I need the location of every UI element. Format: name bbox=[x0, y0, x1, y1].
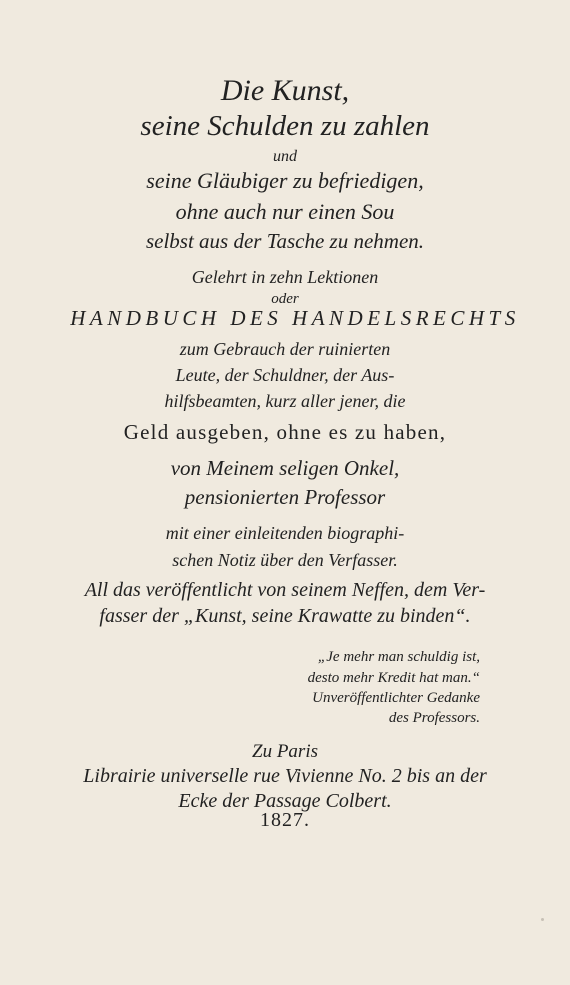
publication-year: 1827. bbox=[260, 809, 310, 831]
quote-line: Unveröffentlichter Gedanke bbox=[312, 690, 480, 706]
publisher-line: All das veröffentlicht von seinem Neffen, dem Ver- bbox=[84, 579, 486, 601]
imprint-place: Zu Paris bbox=[252, 741, 318, 762]
book-title: Die Kunst, bbox=[220, 74, 350, 107]
quote-line: des Professors. bbox=[388, 710, 480, 726]
connector-word: oder bbox=[271, 291, 299, 307]
paper-speck bbox=[541, 918, 544, 921]
description-line: zum Gebrauch der ruinierten bbox=[179, 339, 391, 359]
publisher-line: fasser der „Kunst, seine Krawatte zu binden“. bbox=[99, 605, 471, 627]
imprint-address: Ecke der Passage Colbert. bbox=[178, 790, 392, 812]
author-line: von Meinem seligen Onkel, bbox=[170, 456, 400, 480]
description-line: Geld ausgeben, ohne es zu haben, bbox=[123, 420, 447, 444]
subtitle-line: ohne auch nur einen Sou bbox=[175, 199, 395, 224]
note-line: mit einer einleitenden biographi- bbox=[165, 523, 405, 543]
description-line: Leute, der Schuldner, der Aus- bbox=[175, 365, 395, 385]
quote-line: desto mehr Kredit hat man.“ bbox=[307, 670, 480, 686]
description-line: hilfsbeamten, kurz aller jener, die bbox=[164, 391, 406, 411]
lessons-line: Gelehrt in zehn Lektionen bbox=[191, 267, 379, 287]
alternate-title: HANDBUCH DES HANDELSRECHTS bbox=[70, 306, 520, 330]
author-line: pensionierten Professor bbox=[184, 485, 386, 509]
book-title-continuation: seine Schulden zu zahlen bbox=[140, 110, 430, 142]
note-line: schen Notiz über den Verfasser. bbox=[172, 550, 398, 570]
subtitle-line: selbst aus der Tasche zu nehmen. bbox=[145, 229, 425, 253]
subtitle-line: seine Gläubiger zu befriedigen, bbox=[146, 168, 424, 193]
connector-word: und bbox=[273, 148, 297, 165]
imprint-address: Librairie universelle rue Vivienne No. 2 bis an der bbox=[83, 765, 487, 787]
quote-line: „Je mehr man schuldig ist, bbox=[317, 649, 480, 665]
